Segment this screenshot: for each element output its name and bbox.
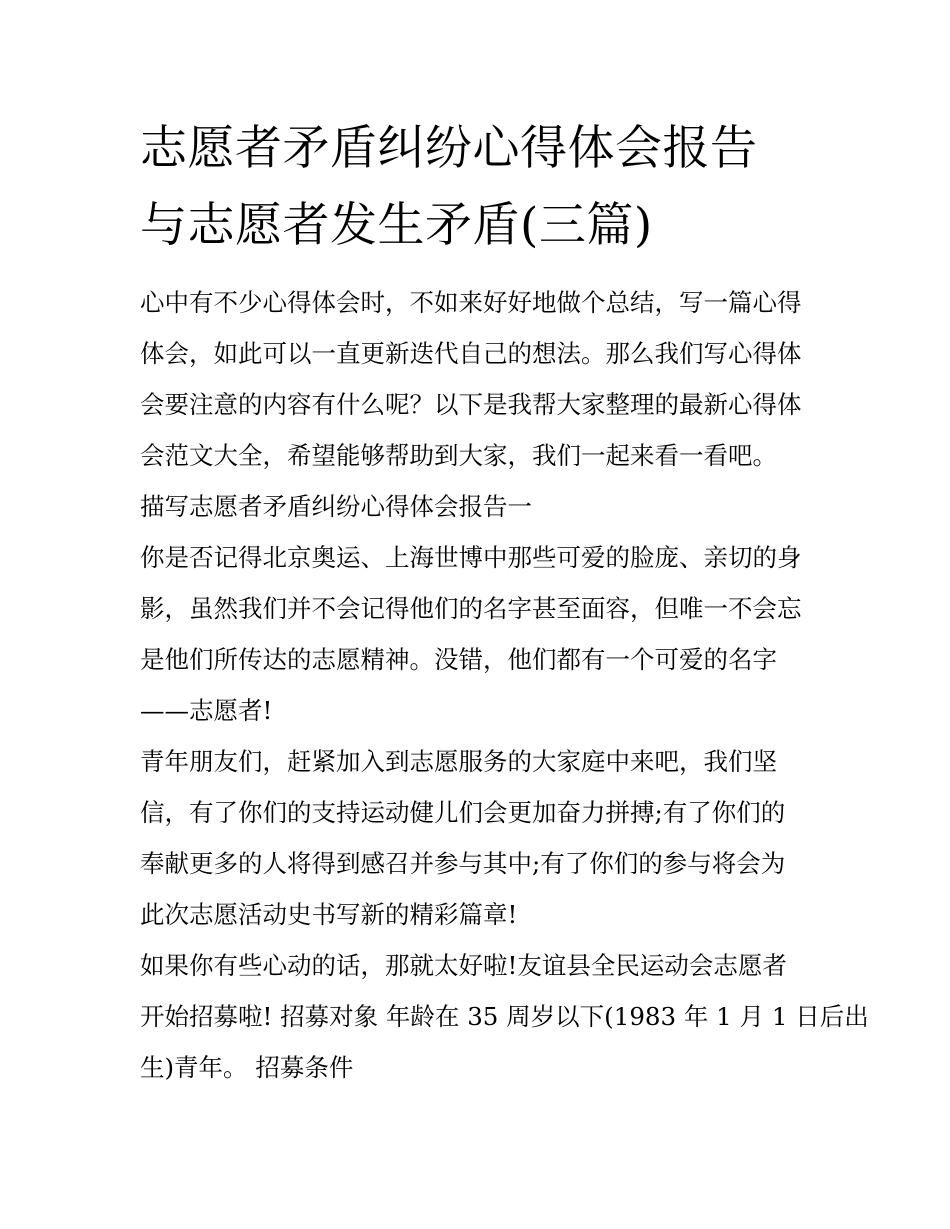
document-title <box>140 110 820 264</box>
body-line: 影，虽然我们并不会记得他们的名字甚至面容，但唯一不会忘 <box>140 594 802 623</box>
body-line: 如果你有些心动的话，那就太好啦!友谊县全民运动会志愿者 <box>140 951 787 980</box>
body-line: 会范文大全，希望能够帮助到大家，我们一起来看一看吧。 <box>140 441 777 470</box>
body-line: 是他们所传达的志愿精神。没错，他们都有一个可爱的名字 <box>140 645 777 674</box>
body-line: 此次志愿活动史书写新的精彩篇章! <box>140 900 518 929</box>
body-line: 你是否记得北京奥运、上海世博中那些可爱的脸庞、亲切的身 <box>140 543 802 572</box>
body-line: ——志愿者! <box>140 696 273 725</box>
body-line: 生)青年。 招募条件 <box>140 1053 354 1082</box>
body-line: 信，有了你们的支持运动健儿们会更加奋力拼搏;有了你们的 <box>140 798 786 827</box>
body-line: 会要注意的内容有什么呢？以下是我帮大家整理的最新心得体 <box>140 390 802 419</box>
body-line: 心中有不少心得体会时，不如来好好地做个总结，写一篇心得 <box>140 288 802 317</box>
title-line: 与志愿者发生矛盾(三篇) <box>140 198 653 253</box>
body-line: 体会，如此可以一直更新迭代自己的想法。那么我们写心得体 <box>140 339 802 368</box>
body-line: 奉献更多的人将得到感召并参与其中;有了你们的参与将会为 <box>140 849 786 878</box>
title-line: 志愿者矛盾纠纷心得体会报告 <box>140 121 758 176</box>
document-body <box>140 277 869 1093</box>
body-line: 青年朋友们，赶紧加入到志愿服务的大家庭中来吧，我们坚 <box>140 747 777 776</box>
section-heading: 描写志愿者矛盾纠纷心得体会报告一 <box>140 492 532 521</box>
body-line: 开始招募啦! 招募对象 年龄在 35 周岁以下(1983 年 1 月 1 日后出 <box>140 1002 869 1031</box>
